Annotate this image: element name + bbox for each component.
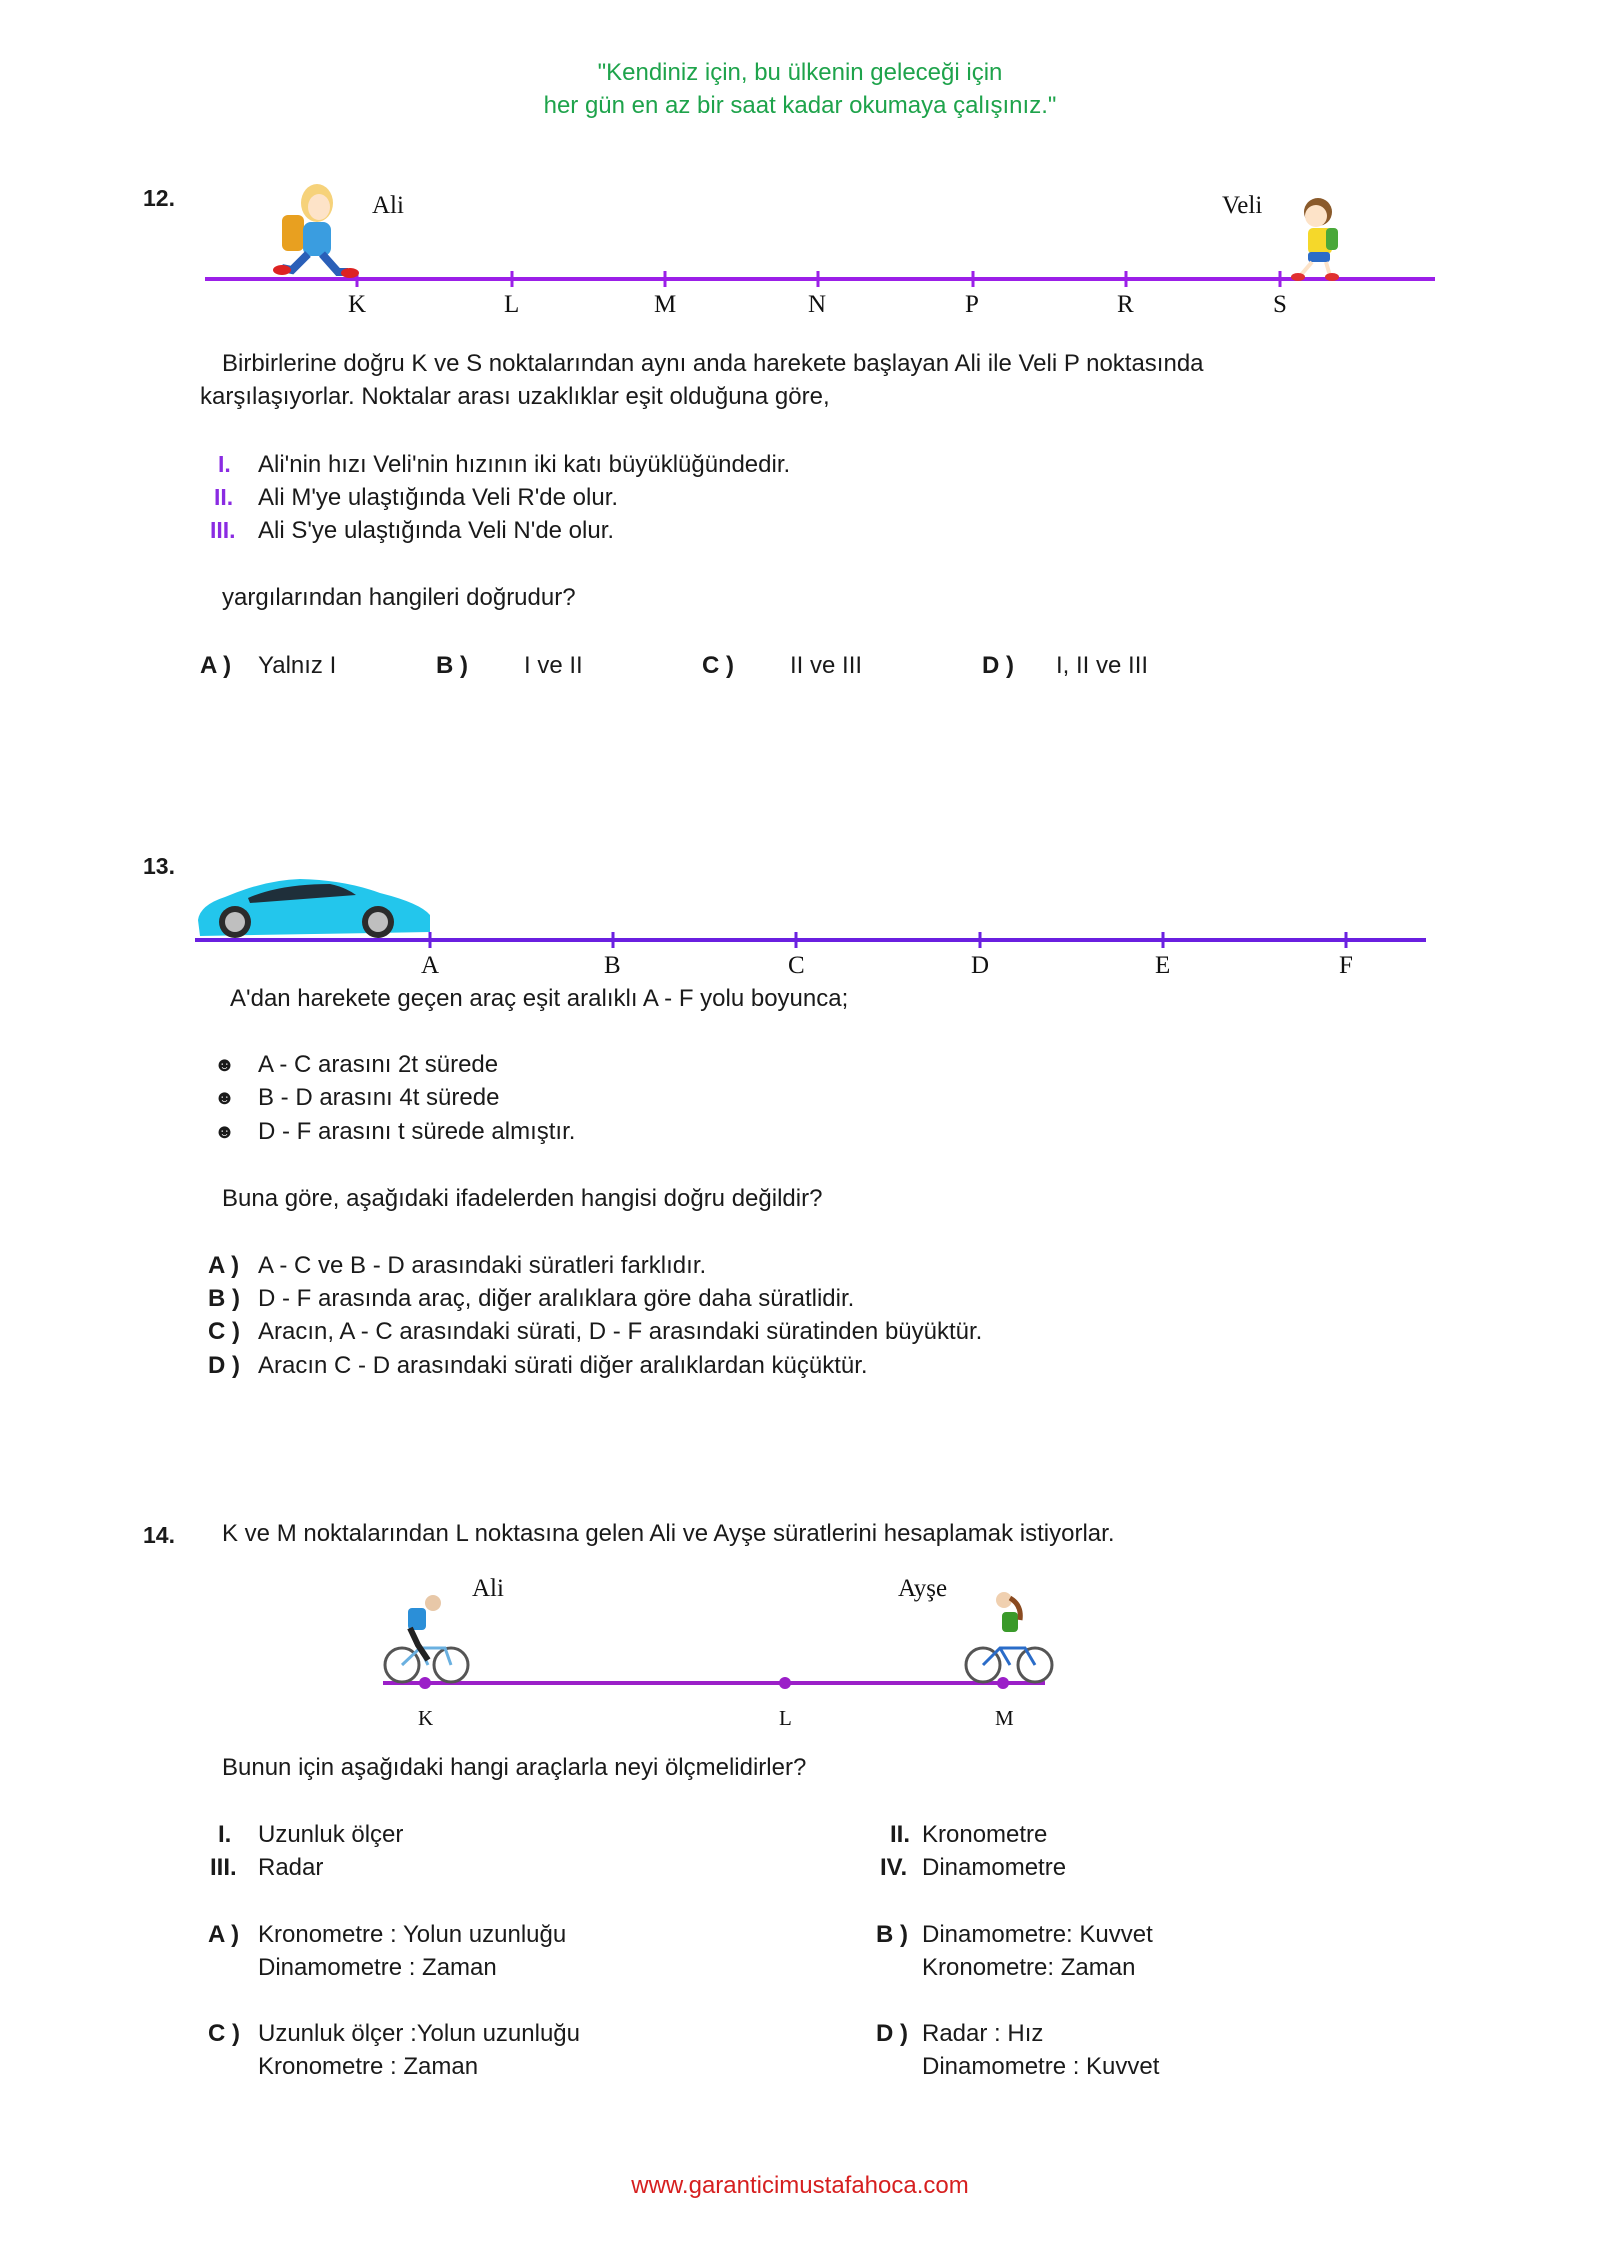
item-num: IV. (880, 1854, 908, 1881)
point-label-L: L (779, 1706, 792, 1730)
option-text: Aracın, A - C arasındaki sürati, D - F arasındaki süratinden büyüktür. (258, 1318, 983, 1345)
statement-num: II. (214, 484, 234, 510)
statement-text: Ali S'ye ulaştığında Veli N'de olur. (258, 517, 615, 544)
option-letter: B ) (876, 1921, 908, 1948)
point-label-L: L (504, 291, 520, 318)
point-label-P: P (965, 291, 979, 318)
q14-label-ali: Ali (472, 1575, 504, 1602)
point-label-M: M (995, 1706, 1014, 1730)
motivational-quote-line1: "Kendiniz için, bu ülkenin geleceği için (597, 59, 1003, 86)
option-text: Yalnız I (258, 652, 337, 679)
option-letter: D ) (982, 652, 1014, 679)
question-number-13: 13. (143, 853, 175, 879)
option-letter: A ) (208, 1921, 240, 1948)
point-label-K: K (348, 291, 367, 318)
option-letter: B ) (436, 652, 468, 679)
option-line2: Dinamometre : Kuvvet (922, 2053, 1160, 2080)
q13-question: Buna göre, aşağıdaki ifadelerden hangisi doğru değildir? (222, 1185, 823, 1212)
q14-question: Bunun için aşağıdaki hangi araçlarla neyi ölçmelidirler? (222, 1754, 807, 1781)
point-label-K: K (418, 1706, 434, 1730)
smiley-bullet-icon: ☻ (214, 1087, 236, 1109)
q12-label-veli: Veli (1222, 192, 1263, 219)
bullet-text: A - C arasını 2t sürede (258, 1051, 499, 1078)
option-letter: A ) (200, 652, 232, 679)
point-label-R: R (1117, 291, 1134, 318)
option-line2: Dinamometre : Zaman (258, 1954, 497, 1981)
point-label-N: N (808, 291, 827, 318)
statement-num: III. (210, 517, 236, 543)
option-line1: Kronometre : Yolun uzunluğu (258, 1921, 567, 1948)
question-number-12: 12. (143, 185, 175, 211)
footer-website-link[interactable]: www.garanticimustafahoca.com (631, 2172, 969, 2199)
point-label-C: C (788, 952, 805, 979)
option-letter: C ) (208, 1318, 240, 1345)
q12-stem-line1: Birbirlerine doğru K ve S noktalarından aynı anda harekete başlayan Ali ile Veli P noktasında (222, 350, 1204, 377)
option-letter: D ) (876, 2020, 908, 2047)
point-label-B: B (604, 952, 621, 979)
option-line2: Kronometre : Zaman (258, 2053, 479, 2080)
point-label-E: E (1155, 952, 1171, 979)
q12-stem-line2: karşılaşıyorlar. Noktalar arası uzaklıklar eşit olduğuna göre, (200, 383, 830, 410)
q12-question: yargılarından hangileri doğrudur? (222, 584, 576, 611)
option-line1: Radar : Hız (922, 2020, 1044, 2047)
q14-stem: K ve M noktalarından L noktasına gelen Ali ve Ayşe süratlerini hesaplamak istiyorlar. (222, 1520, 1115, 1547)
q12-label-ali: Ali (372, 192, 404, 219)
statement-text: Ali M'ye ulaştığında Veli R'de olur. (258, 484, 619, 511)
point-label-M: M (654, 291, 677, 318)
option-letter: A ) (208, 1252, 240, 1279)
item-num: III. (210, 1854, 237, 1881)
q13-stem: A'dan harekete geçen araç eşit aralıklı A - F yolu boyunca; (230, 985, 849, 1012)
item-text: Uzunluk ölçer (258, 1821, 404, 1848)
item-text: Dinamometre (922, 1854, 1067, 1881)
point-label-D: D (971, 952, 990, 979)
item-text: Radar (258, 1854, 324, 1881)
statement-text: Ali'nin hızı Veli'nin hızının iki katı büyüklüğündedir. (258, 451, 791, 478)
option-text: I, II ve III (1056, 652, 1149, 679)
option-line1: Dinamometre: Kuvvet (922, 1921, 1153, 1948)
option-line1: Uzunluk ölçer :Yolun uzunluğu (258, 2020, 580, 2047)
option-text: A - C ve B - D arasındaki süratleri farklıdır. (258, 1252, 707, 1279)
motivational-quote-line2: her gün en az bir saat kadar okumaya çalışınız." (543, 92, 1057, 119)
item-num: I. (218, 1821, 232, 1848)
smiley-bullet-icon: ☻ (214, 1121, 236, 1143)
item-num: II. (890, 1821, 911, 1848)
bullet-text: B - D arasını 4t sürede (258, 1084, 500, 1111)
option-letter: B ) (208, 1285, 240, 1312)
cyclist-girl-icon (966, 1592, 1052, 1682)
option-text: Aracın C - D arasındaki sürati diğer aralıklardan küçüktür. (258, 1352, 868, 1379)
point-label-A: A (421, 952, 440, 979)
option-text: I ve II (524, 652, 583, 679)
statement-num: I. (218, 451, 231, 477)
option-text: II ve III (790, 652, 863, 679)
item-text: Kronometre (922, 1821, 1048, 1848)
bullet-text: D - F arasını t sürede almıştır. (258, 1118, 576, 1145)
point-label-F: F (1339, 952, 1353, 979)
question-number-14: 14. (143, 1522, 175, 1548)
q14-label-ayse: Ayşe (898, 1575, 948, 1602)
option-line2: Kronometre: Zaman (922, 1954, 1136, 1981)
cyclist-boy-icon (385, 1595, 468, 1682)
option-letter: D ) (208, 1352, 240, 1379)
smiley-bullet-icon: ☻ (214, 1054, 236, 1076)
option-text: D - F arasında araç, diğer aralıklara göre daha süratlidir. (258, 1285, 855, 1312)
option-letter: C ) (702, 652, 734, 679)
option-letter: C ) (208, 2020, 240, 2047)
point-label-S: S (1273, 291, 1287, 318)
